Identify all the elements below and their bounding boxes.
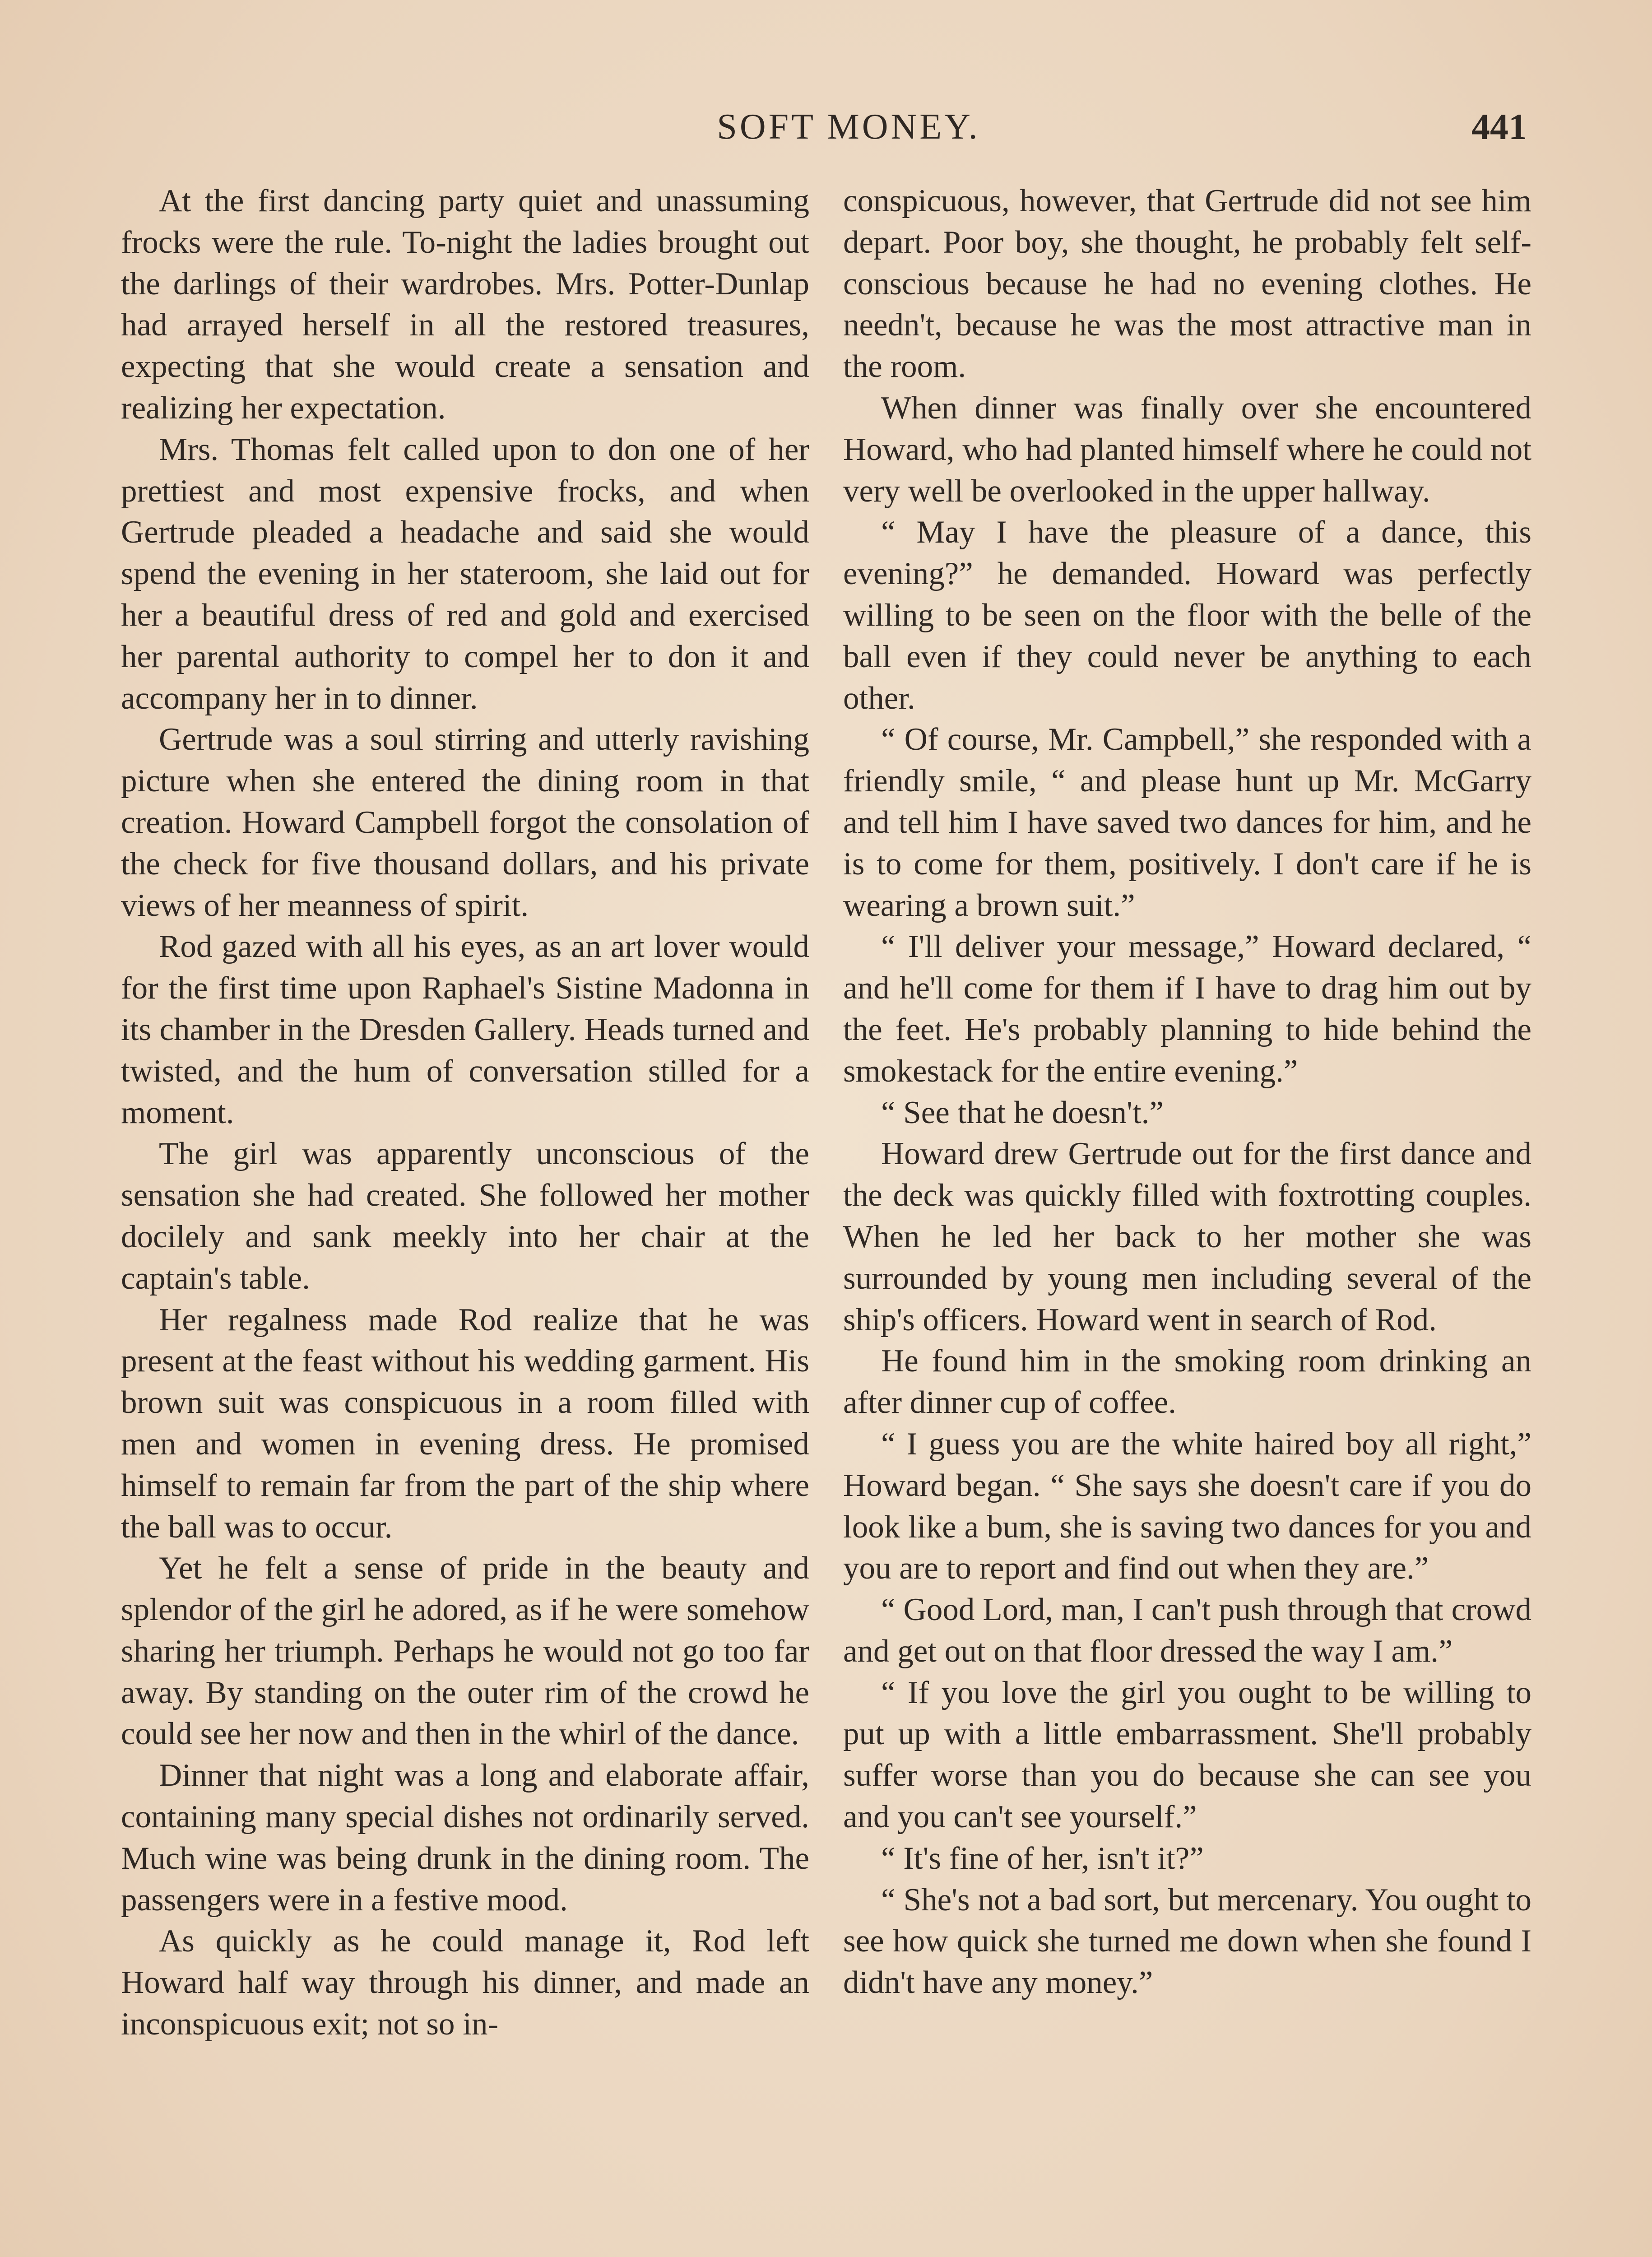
paragraph: Her regalness made Rod realize that he was present at the feast without his wedding garment. His brown suit was conspicuous in a room filled with men and women in evening dress. He promised himself to remain far from the part of the ship where the ball was to occur. <box>121 1302 809 1545</box>
paragraph: The girl was apparently unconscious of the sensation she had created. She followed her mother docilely and sank meekly into her chair at the captain's table. <box>121 1136 809 1296</box>
page-header <box>0 102 1652 152</box>
paragraph: “ It's fine of her, isn't it?” <box>881 1840 1204 1876</box>
paragraph: “ If you love the girl you ought to be willing to put up with a little embarrassment. She'll probably suffer worse than you do because she can see you and you can't see yourself.” <box>843 1675 1531 1835</box>
running-title: SOFT MONEY. <box>717 107 980 147</box>
paragraph: At the first dancing party quiet and unassuming frocks were the rule. To-night the ladies brought out the darlings of their wardrobes. Mrs. Potter-Dunlap had arrayed herself in all the restored treasures, expecting that she would create a sensation and realizing her expectation. <box>121 183 809 426</box>
paragraph: Dinner that night was a long and elaborate affair, containing many special dishes not ordinarily served. Much wine was being drunk in the dining room. The passengers were in a festive mood. <box>121 1758 809 1918</box>
paragraph: “ She's not a bad sort, but mercenary. You ought to see how quick she turned me down when she found I didn't have any money.” <box>843 1882 1531 2001</box>
paragraph: Howard drew Gertrude out for the first dance and the deck was quickly filled with foxtrotting couples. When he led her back to her mother she was surrounded by young men including several of the ship's officers. Howard went in search of Rod. <box>843 1136 1531 1337</box>
paragraph: Yet he felt a sense of pride in the beauty and splendor of the girl he adored, as if he were somehow sharing her triumph. Perhaps he would not go too far away. By standing on the outer rim of the crowd he could see her now and then in the whirl of the dance. <box>121 1551 809 1752</box>
paragraph: “ Good Lord, man, I can't push through that crowd and get out on that floor dressed the way I am.” <box>843 1592 1531 1669</box>
paragraph: “ I guess you are the white haired boy all right,” Howard began. “ She says she doesn't care if you do look like a bum, she is saving two dances for you and you are to report and find out when they are.” <box>843 1426 1531 1586</box>
left-column <box>121 181 809 2045</box>
paragraph: “ I'll deliver your message,” Howard declared, “ and he'll come for them if I have to drag him out by the feet. He's probably planning to hide behind the smokestack for the entire evening.” <box>843 929 1531 1089</box>
paragraph: As quickly as he could manage it, Rod left Howard half way through his dinner, and made an inconspicuous exit; not so in- <box>121 1923 809 2042</box>
paragraph: “ See that he doesn't.” <box>881 1095 1164 1130</box>
page-number: 441 <box>1471 106 1527 147</box>
paragraph: Gertrude was a soul stirring and utterly ravishing picture when she entered the dining room in that creation. Howard Campbell forgot the consolation of the check for five thousand dollars, and his private views of her meanness of spirit. <box>121 722 809 923</box>
paragraph: “ Of course, Mr. Campbell,” she responded with a friendly smile, “ and please hunt up Mr. McGarry and tell him I have saved two dances for him, and he is to come for them, positively. I don't care if he is wearing a brown suit.” <box>843 722 1531 923</box>
right-column <box>843 181 1531 2004</box>
paragraph: When dinner was finally over she encountered Howard, who had planted himself where he could not very well be overlooked in the upper hallway. <box>843 390 1531 509</box>
paragraph: Mrs. Thomas felt called upon to don one of her prettiest and most expensive frocks, and when Gertrude pleaded a headache and said she would spend the evening in her stateroom, she laid out for her a beautiful dress of red and gold and exercised her parental authority to compel her to don it and accompany her in to dinner. <box>121 432 809 716</box>
paragraph: “ May I have the pleasure of a dance, this evening?” he demanded. Howard was perfectly willing to be seen on the floor with the belle of the ball even if they could never be anything to each other. <box>843 515 1531 716</box>
paragraph: He found him in the smoking room drinking an after dinner cup of coffee. <box>843 1343 1531 1421</box>
paragraph: Rod gazed with all his eyes, as an art lover would for the first time upon Raphael's Sistine Madonna in its chamber in the Dresden Gallery. Heads turned and twisted, and the hum of conversation stilled for a moment. <box>121 929 809 1130</box>
paragraph: conspicuous, however, that Gertrude did not see him depart. Poor boy, she thought, he probably felt self-conscious because he had no evening clothes. He needn't, because he was the most attractive man in the room. <box>843 183 1531 385</box>
